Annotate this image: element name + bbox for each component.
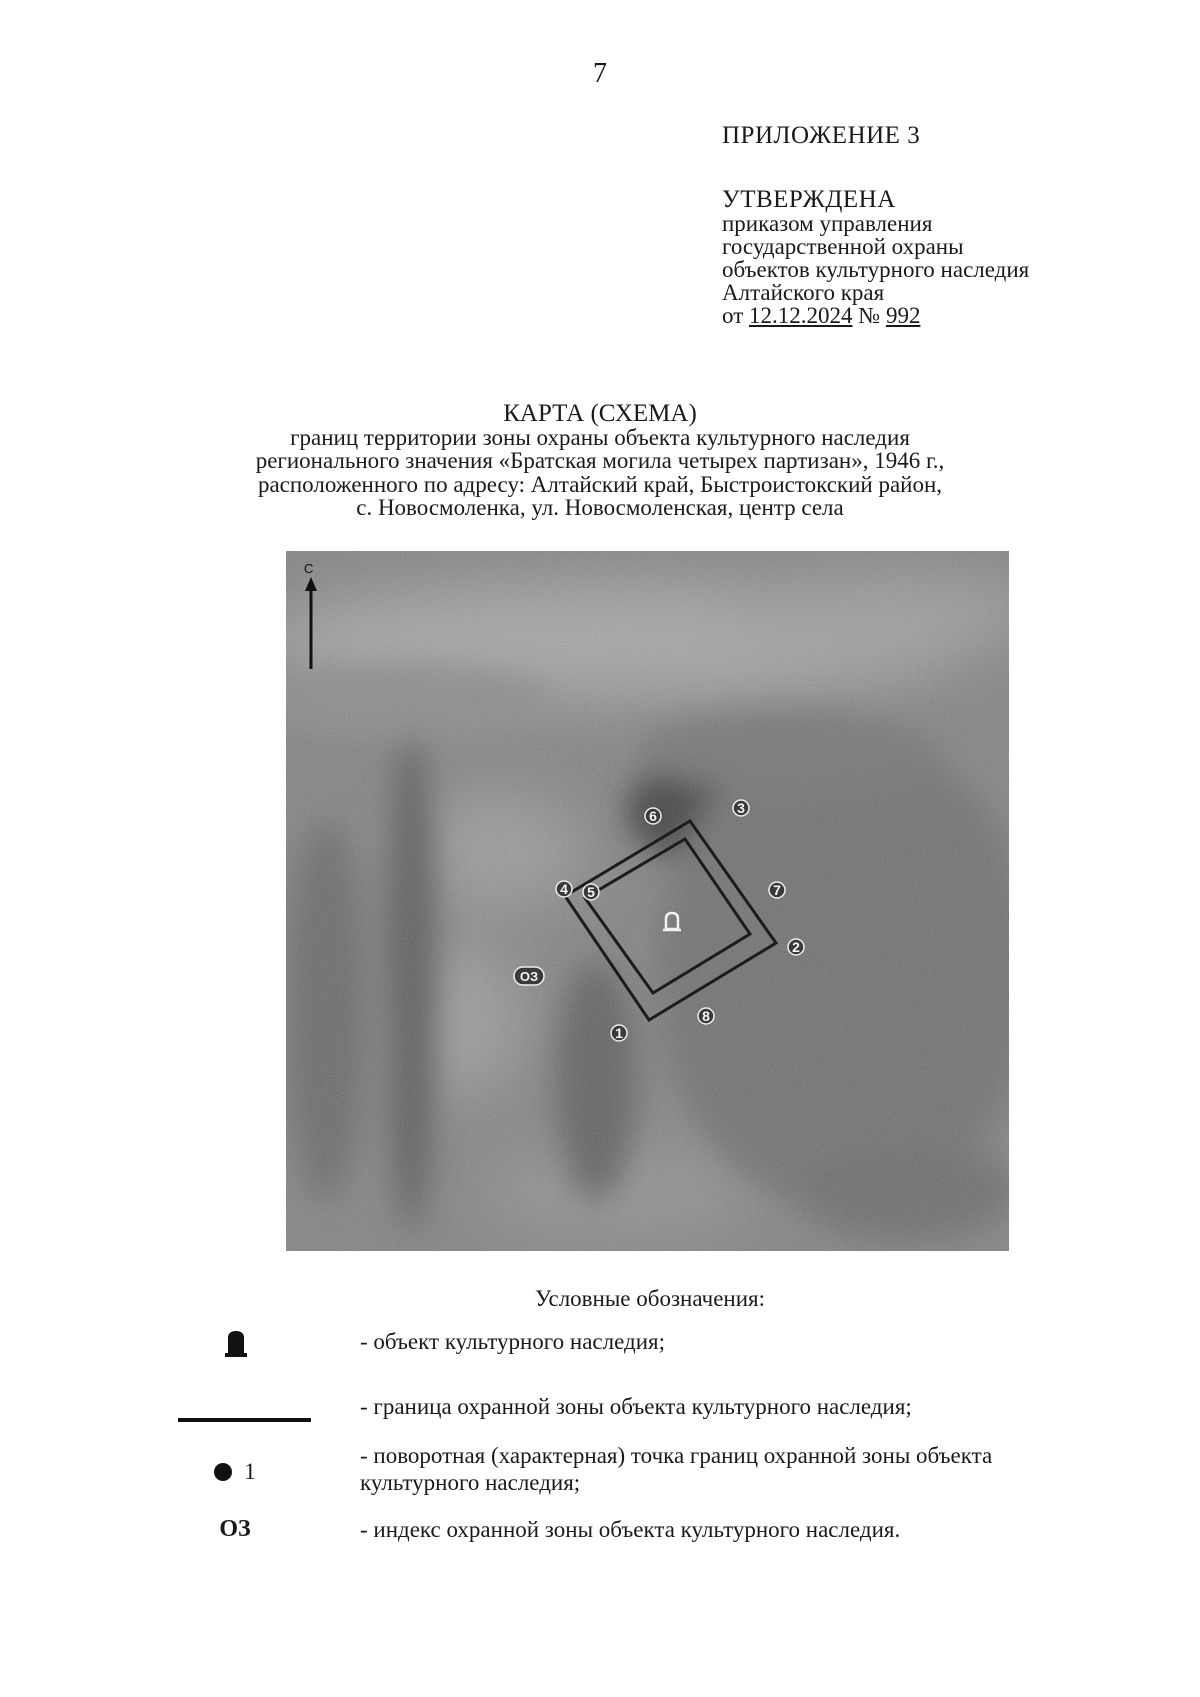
turning-point	[556, 881, 572, 897]
approval-line: Алтайского края	[722, 280, 885, 305]
approval-date-line	[722, 304, 1029, 327]
turning-point	[611, 1025, 627, 1041]
approval-line: приказом управления	[722, 211, 933, 236]
legend-title: Условные обозначения:	[534, 1286, 766, 1311]
title-line: регионального значения «Братская могила четырех партизан», 1946 г.,	[255, 448, 945, 473]
turning-point	[645, 808, 661, 824]
legend-item	[160, 1393, 1110, 1433]
page-number: 7	[593, 58, 607, 89]
point-label: 6	[649, 808, 657, 824]
turning-point-symbol	[160, 1458, 310, 1485]
point-dot-icon	[214, 1463, 232, 1481]
point-label: 2	[792, 939, 800, 955]
point-label: 4	[560, 881, 568, 897]
approval-block	[722, 188, 1029, 327]
boundary-line-symbol	[178, 1418, 311, 1422]
legend-item	[160, 1442, 1110, 1498]
turning-point	[698, 1008, 714, 1024]
zone-index-label: ОЗ	[519, 969, 539, 984]
map-scheme	[286, 551, 1009, 1251]
legend-text: - поворотная (характерная) точка границ охранной зоны объекта культурного наследия;	[360, 1443, 993, 1495]
legend-text: - граница охранной зоны объекта культурного наследия;	[360, 1394, 912, 1419]
title-line: с. Новосмоленка, ул. Новосмоленская, центр села	[356, 495, 844, 520]
approved-label: УТВЕРЖДЕНА	[722, 186, 896, 213]
number-prefix: №	[852, 303, 886, 328]
north-label: С	[304, 561, 314, 576]
point-label: 1	[615, 1025, 623, 1041]
legend-text: - индекс охранной зоны объекта культурного наследия.	[360, 1517, 901, 1542]
title-line: расположенного по адресу: Алтайский край, Быстроистокский район,	[257, 471, 943, 497]
zone-index-marker	[514, 967, 544, 985]
turning-point	[583, 884, 599, 900]
point-label: 3	[737, 800, 745, 816]
document-title	[0, 402, 1200, 520]
monument-icon	[160, 1328, 310, 1364]
point-label: 5	[587, 884, 595, 900]
zone-index-symbol: ОЗ	[219, 1516, 251, 1542]
turning-point	[769, 882, 785, 898]
legend-text: - объект культурного наследия;	[360, 1329, 665, 1354]
legend-item	[160, 1516, 1110, 1546]
title-line: границ территории зоны охраны объекта культурного наследия	[290, 424, 910, 450]
map-grain	[286, 551, 1009, 1251]
turning-point	[733, 800, 749, 816]
point-symbol-label: 1	[244, 1459, 256, 1484]
approval-line: объектов культурного наследия	[722, 257, 1030, 282]
point-label: 8	[702, 1008, 710, 1024]
turning-point	[788, 939, 804, 955]
map-svg	[286, 551, 1009, 1251]
appendix-heading: ПРИЛОЖЕНИЕ 3	[722, 122, 921, 149]
order-number: 992	[885, 303, 921, 328]
approval-line: государственной охраны	[722, 234, 964, 259]
date-prefix: от	[722, 303, 749, 328]
order-date: 12.12.2024	[749, 303, 853, 328]
legend-item	[160, 1328, 1110, 1358]
title-line: КАРТА (СХЕМА)	[503, 400, 697, 427]
point-label: 7	[773, 882, 781, 898]
